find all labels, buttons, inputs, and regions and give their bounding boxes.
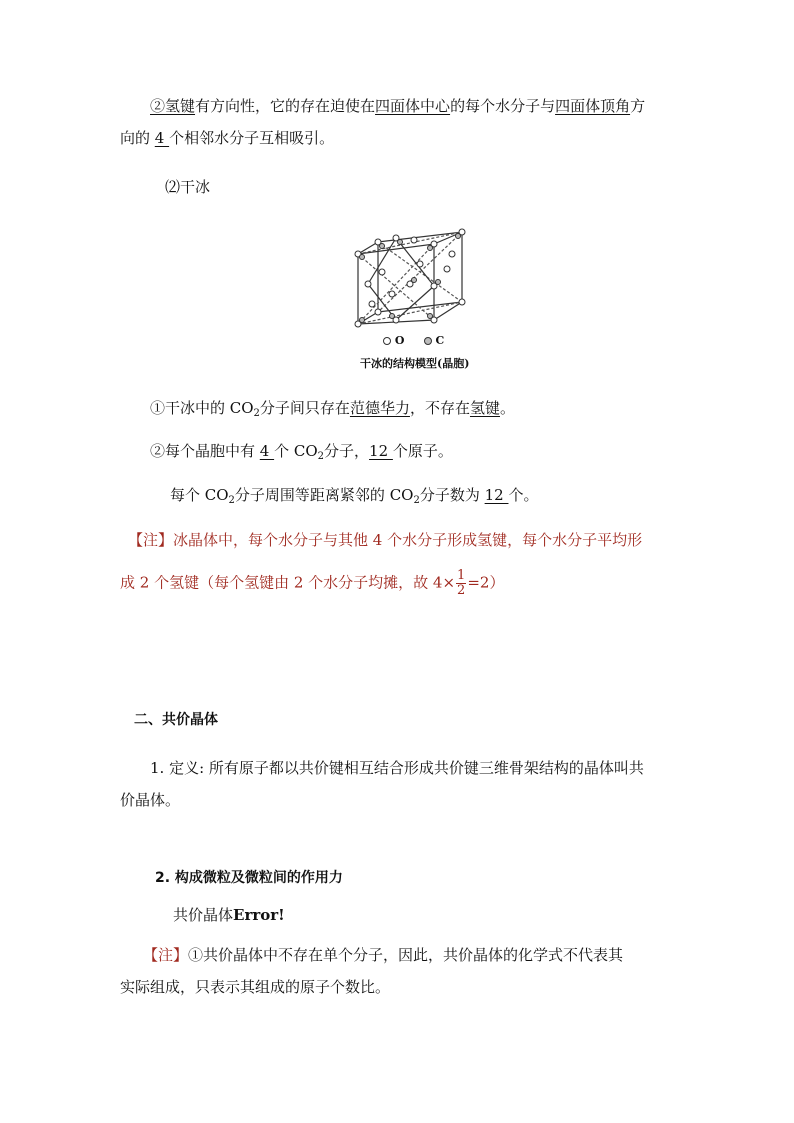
dry-ice-unit-cell-figure	[352, 224, 472, 334]
text: 个 CO	[274, 442, 318, 460]
answer-four-molecules: 4	[259, 442, 275, 460]
legend-oxygen-label: O	[394, 334, 405, 347]
text: 分子周围等距离紧邻的 CO	[234, 486, 414, 504]
hbond-line-2	[120, 128, 334, 148]
text: =2）	[467, 573, 505, 592]
text: ①干冰中的 CO	[150, 399, 254, 417]
note-1-line-1	[128, 530, 642, 550]
oxygen-atom-icon	[383, 337, 391, 345]
error-text: Error!	[233, 906, 285, 924]
sub-heading-particles: 2. 构成微粒及微粒间的作用力	[155, 870, 343, 886]
text: ，不存在	[409, 399, 470, 417]
answer-hydrogen-bond: 氢键	[469, 399, 500, 417]
definition-line-2: 价晶体。	[120, 791, 181, 809]
note-1-line-2	[120, 569, 504, 598]
answer-van-der-waals: 范德华力	[349, 399, 410, 417]
legend-carbon-label: C	[435, 334, 445, 347]
error-line	[173, 905, 285, 925]
text: 分子间只存在	[259, 399, 350, 417]
text: ①共价晶体中不存在单个分子，因此，共价晶体的化学式不代表其	[188, 946, 624, 964]
note-2-line-2: 实际组成，只表示其组成的原子个数比。	[120, 978, 391, 996]
fraction-denominator: 2	[457, 583, 466, 598]
subscript: 2	[253, 408, 260, 419]
dry-ice-item-1	[150, 398, 515, 418]
circled-number: ②	[150, 97, 166, 115]
dry-ice-item-2	[150, 441, 453, 461]
text: 个原子。	[392, 442, 453, 460]
term-hydrogen-bond: 氢键	[165, 97, 196, 115]
fraction-numerator: 1	[457, 568, 466, 583]
text: 共价晶体	[173, 906, 234, 924]
text: 方	[630, 97, 646, 115]
answer-four: 4	[154, 129, 170, 147]
text: 成 2 个氢键（每个氢键由 2 个水分子均摊，故 4×	[120, 573, 456, 592]
section-heading-covalent: 二、共价晶体	[134, 712, 218, 728]
text: 。	[499, 399, 515, 417]
dry-ice-item-3	[170, 485, 539, 505]
dry-ice-heading: ⑵干冰	[165, 178, 211, 196]
text: 分子，	[324, 442, 370, 460]
text: 冰晶体中，每个水分子与其他 4 个水分子形成氢键，每个水分子平均形	[173, 531, 643, 549]
text: 个。	[508, 486, 539, 504]
answer-tetrahedron-center: 四面体中心	[375, 97, 451, 115]
text: 每个 CO	[170, 486, 229, 504]
text: 向的	[120, 129, 155, 147]
text: 有方向性，它的存在迫使在	[195, 97, 376, 115]
fraction	[456, 569, 466, 598]
text: 个相邻水分子互相吸引。	[169, 129, 335, 147]
text: 分子数为	[419, 486, 485, 504]
figure-legend	[383, 334, 444, 347]
hbond-line-1	[150, 96, 645, 116]
definition-line-1: 1. 定义: 所有原子都以共价键相互结合形成共价键三维骨架结构的晶体叫共	[150, 759, 644, 777]
subscript: 2	[317, 451, 325, 462]
note-tag: 【注】	[143, 946, 189, 964]
text: ②每个晶胞中有	[150, 442, 260, 460]
subscript: 2	[228, 495, 235, 506]
carbon-atom-icon	[424, 337, 432, 345]
note-tag: 【注】	[128, 531, 174, 549]
note-2-line-1	[143, 945, 623, 965]
answer-twelve-atoms: 12	[369, 442, 393, 460]
answer-twelve-neighbors: 12	[484, 486, 509, 504]
text: 的每个水分子与	[450, 97, 556, 115]
subscript: 2	[413, 495, 420, 506]
figure-caption: 干冰的结构模型(晶胞)	[360, 357, 470, 370]
answer-tetrahedron-vertex: 四面体顶角	[555, 97, 631, 115]
